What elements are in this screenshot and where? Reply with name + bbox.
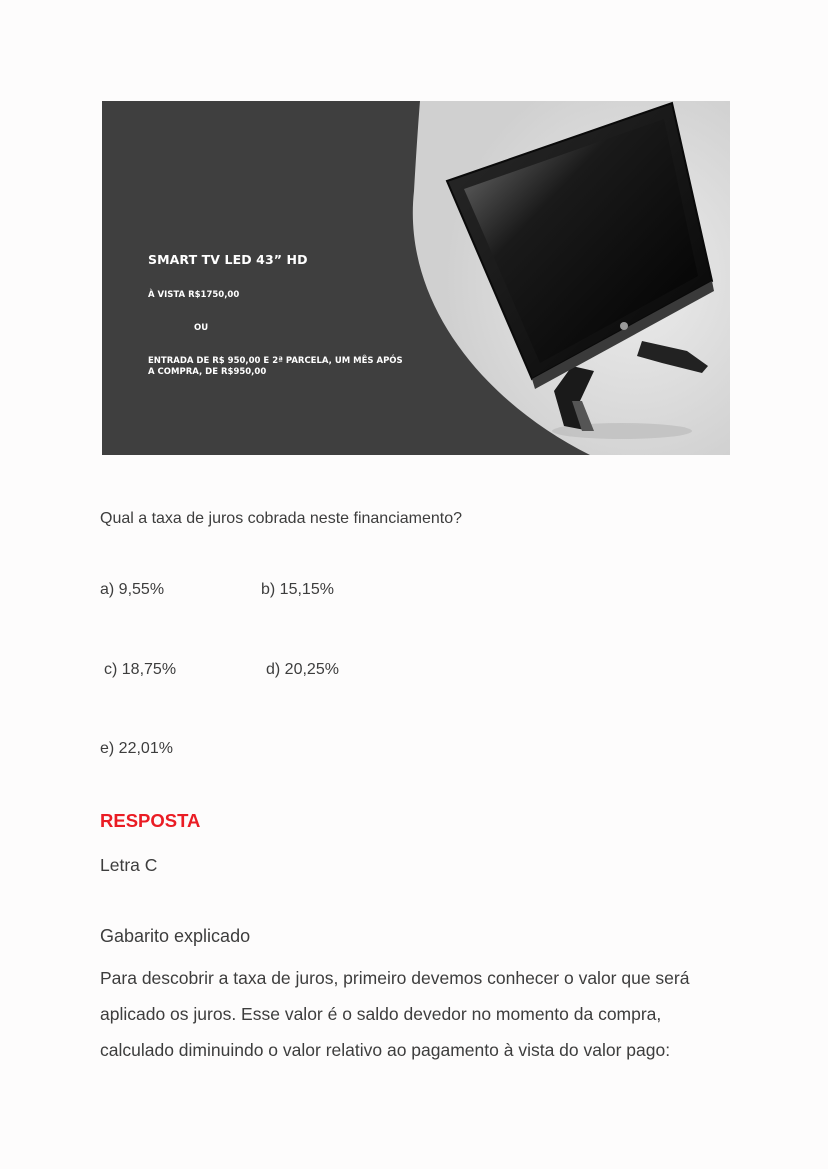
option-c: c) 18,75% bbox=[104, 661, 177, 678]
price-or: OU bbox=[194, 323, 209, 333]
option-a: a) 9,55% bbox=[100, 581, 165, 598]
option-b: b) 15,15% bbox=[261, 581, 334, 598]
explanation-heading: Gabarito explicado bbox=[100, 926, 251, 946]
answer-letter: Letra C bbox=[100, 855, 158, 875]
option-e: e) 22,01% bbox=[100, 740, 173, 757]
product-banner bbox=[102, 101, 730, 455]
tv-monitor-icon bbox=[102, 101, 730, 455]
option-d: d) 20,25% bbox=[266, 661, 339, 678]
price-cash: À VISTA R$1750,00 bbox=[148, 290, 240, 300]
answer-heading: RESPOSTA bbox=[100, 810, 201, 831]
product-title: SMART TV LED 43” HD bbox=[148, 252, 308, 267]
explanation-paragraph: Para descobrir a taxa de juros, primeiro devemos conhecer o valor que será aplicado os juros. Esse valor é o saldo devedor no momento da compra, calculado diminuindo o valor relativo ao pagamento à vista do valor pago: bbox=[100, 968, 690, 1060]
price-installment: ENTRADA DE R$ 950,00 E 2ª PARCELA, UM MÊS APÓS A COMPRA, DE R$950,00 bbox=[148, 356, 403, 377]
question-text: Qual a taxa de juros cobrada neste financiamento? bbox=[100, 510, 463, 527]
